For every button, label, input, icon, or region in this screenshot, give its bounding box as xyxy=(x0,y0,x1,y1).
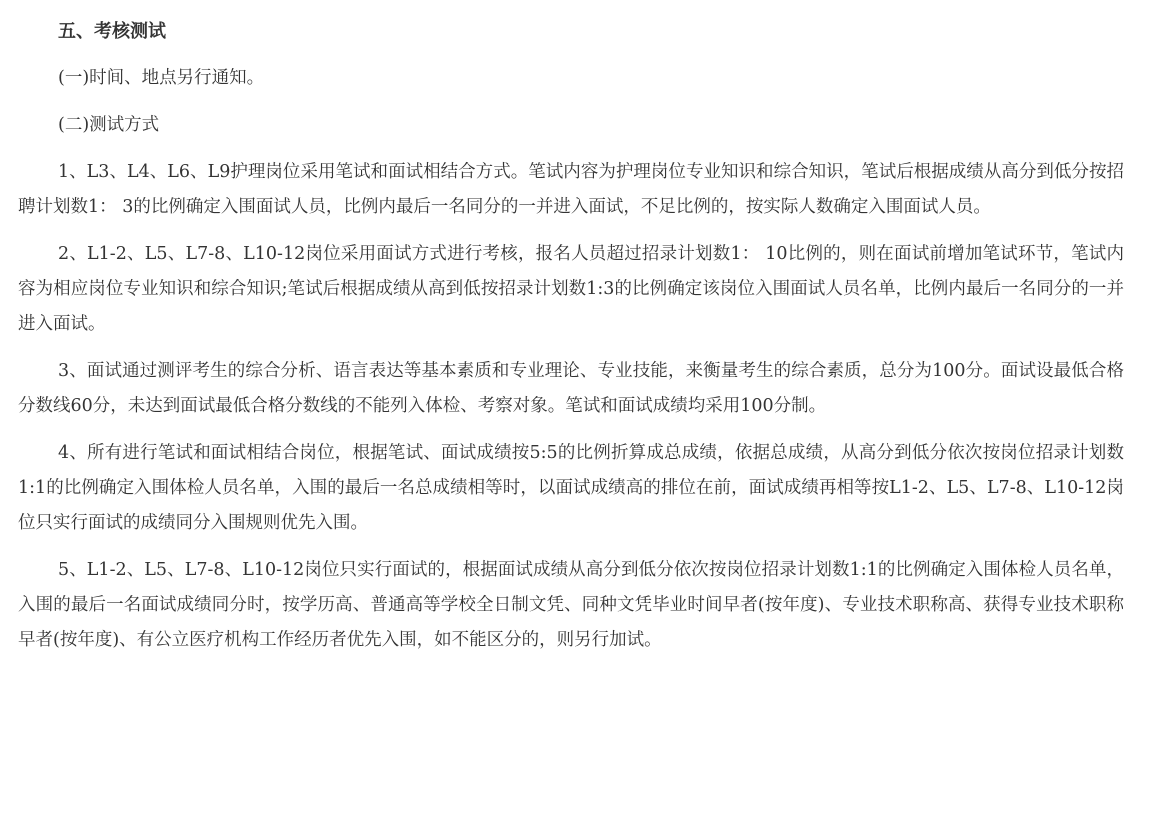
paragraph-time-location: (一)时间、地点另行通知。 xyxy=(58,68,265,88)
paragraph-item-5: 5、L1-2、L5、L7-8、L10-12岗位只实行面试的，根据面试成绩从高分到低分依次按岗位招录计划数1:1的比例确定入围体检人员名单，入围的最后一名面试成绩同分时，按学历高、普通高等学校全日制文凭、同种文凭毕业时间早者(按年度)、专业技术职称高、获得专业技术职称早者(按年度)、有公立医疗机构工作经历者优先入围，如不能区分的，则另行加试。 xyxy=(18,560,1124,650)
paragraph-item-3: 3、面试通过测评考生的综合分析、语言表达等基本素质和专业理论、专业技能，来衡量考生的综合素质，总分为100分。面试设最低合格分数线60分，未达到面试最低合格分数线的不能列入体检、考察对象。笔试和面试成绩均采用100分制。 xyxy=(18,361,1124,416)
paragraph-item-4: 4、所有进行笔试和面试相结合岗位，根据笔试、面试成绩按5:5的比例折算成总成绩，依据总成绩，从高分到低分依次按岗位招录计划数1:1的比例确定入围体检人员名单，入围的最后一名总成绩相等时，以面试成绩高的排位在前，面试成绩再相等按L1-2、L5、L7-8、L10-12岗位只实行面试的成绩同分入围规则优先入围。 xyxy=(18,443,1124,533)
paragraph-item-1: 1、L3、L4、L6、L9护理岗位采用笔试和面试相结合方式。笔试内容为护理岗位专业知识和综合知识，笔试后根据成绩从高分到低分按招聘计划数1： 3的比例确定入围面试人员，比例内最后一名同分的一并进入面试，不足比例的，按实际人数确定入围面试人员。 xyxy=(18,162,1124,217)
document-body xyxy=(18,14,1124,670)
paragraph-item-2: 2、L1-2、L5、L7-8、L10-12岗位采用面试方式进行考核，报名人员超过招录计划数1： 10比例的，则在面试前增加笔试环节，笔试内容为相应岗位专业知识和综合知识;笔试后根据成绩从高到低按招录计划数1:3的比例确定该岗位入围面试人员名单，比例内最后一名同分的一并进入面试。 xyxy=(18,244,1124,334)
section-heading: 五、考核测试 xyxy=(58,21,166,42)
paragraph-test-method: (二)测试方式 xyxy=(58,115,160,135)
